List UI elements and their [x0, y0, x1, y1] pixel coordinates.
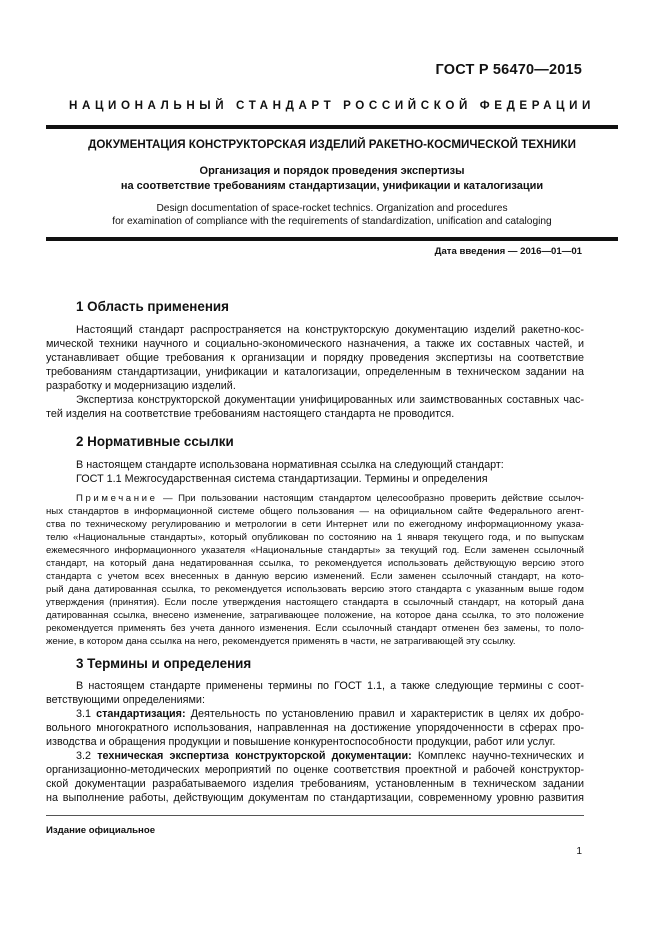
bottom-rule — [46, 237, 618, 241]
term-1-name: стандартизация: — [96, 708, 186, 720]
term-2-first-line: 3.2 техническая экспертиза конструкторской документации: Комплекс научно-технических и — [76, 750, 584, 762]
top-rule — [46, 125, 618, 129]
note-line: ства по техническому регулированию и метрологии в сети Интернет или по ежегодному информационному указа- — [46, 519, 584, 530]
note-line: рый дана датированная ссылка, то рекомендуется использовать версию этого стандарта с указанным выше годом — [46, 584, 584, 595]
note-line: стандарт, на который дана недатированная ссылка, то рекомендуется использовать действующую версию этого — [46, 558, 584, 569]
note-first-line: Примечание — При пользовании настоящим стандартом целесообразно проверить действие ссылоч- — [76, 493, 584, 504]
note-line: стандарта с учетом всех внесенных в данную версию изменений. Если заменен ссылочный стандарт, на кото- — [46, 571, 584, 582]
section-1-line: требованиям стандартизации, унификации и каталогизации, определенным в техническом задании на — [46, 366, 584, 378]
note-line: телю «Национальные стандарты», который опубликован по состоянию на 1 января текущего года, и по выпускам — [46, 532, 584, 543]
edition-label: Издание официальное — [46, 825, 156, 836]
note-line: утверждения (принятия). Если после утверждения настоящего стандарта в ссылочный стандарт, на который дана — [46, 597, 584, 608]
note-line: жение, в котором дана ссылка на него, рекомендуется применять в части, не затрагивающей эту ссылку. — [46, 636, 516, 647]
document-title: ДОКУМЕНТАЦИЯ КОНСТРУКТОРСКАЯ ИЗДЕЛИЙ РАКЕТНО-КОСМИЧЕСКОЙ ТЕХНИКИ — [88, 138, 576, 151]
term-2-name: техническая экспертиза конструкторской документации: — [97, 750, 412, 762]
term-1-first-line: 3.1 стандартизация: Деятельность по установлению правил и характеристик в целях их добро- — [76, 708, 584, 720]
note-line: рекомендуется применять без учета данного изменения. Если ссылочный стандарт отменен без замены, то поло- — [46, 623, 584, 634]
section-1-line: устанавливает общие требования к организации и порядку проведения экспертизы на соответствие — [46, 352, 584, 364]
section-3-heading: 3 Термины и определения — [76, 656, 252, 671]
term-2-line: ской документации разрабатываемого изделия требованиям, установленным в техническом задании — [46, 778, 584, 790]
note-line: ежемесячного информационного указателя «Национальные стандарты» за текущий год. Если заменен ссылочный — [46, 545, 584, 556]
section-3-line: ветствующими определениями: — [46, 694, 205, 706]
standard-code: ГОСТ Р 56470—2015 — [435, 62, 582, 78]
section-2-heading: 2 Нормативные ссылки — [76, 434, 234, 449]
term-2-line: на выполнение работы, действующим документам по стандартизации, современному уровню развития — [46, 792, 584, 804]
section-1-line: разработку и модернизацию изделий. — [46, 380, 236, 392]
footer-rule — [46, 815, 584, 816]
english-title-line-2: for examination of compliance with the requirements of standardization, unification and cataloging — [112, 216, 552, 227]
introduction-date: Дата введения — 2016—01—01 — [434, 246, 582, 257]
section-1-line: тей изделия на соответствие требованиям настоящего стандарта не проводится. — [46, 408, 455, 420]
term-1-line: вольного многократного использования, направленная на достижение упорядоченности в сферах про- — [46, 722, 584, 734]
note-line: ных стандартов в информационной системе общего пользования — на официальном сайте Федерального агент- — [46, 506, 584, 517]
subtitle-line-2: на соответствие требованиям стандартизации, унификации и каталогизации — [120, 180, 544, 192]
section-1-line: Настоящий стандарт распространяется на конструкторскую документацию изделий ракетно-кос- — [76, 324, 584, 336]
page-number: 1 — [576, 846, 582, 857]
note-line: датированная ссылка, внесено изменение, затрагивающее положение, на которое дана ссылка, то это положение — [46, 610, 584, 621]
national-standard-heading: НАЦИОНАЛЬНЫЙ СТАНДАРТ РОССИЙСКОЙ ФЕДЕРАЦИИ — [69, 99, 595, 112]
section-3-line: В настоящем стандарте применены термины по ГОСТ 1.1, а также следующие термины с соот- — [76, 680, 584, 692]
english-title-line-1: Design documentation of space-rocket technics. Organization and procedures — [156, 203, 508, 214]
section-2-line: В настоящем стандарте использована нормативная ссылка на следующий стандарт: — [76, 459, 504, 471]
section-2-line: ГОСТ 1.1 Межгосударственная система стандартизации. Термины и определения — [76, 473, 488, 485]
section-1-line: Экспертиза конструкторской документации унифицированных или заимствованных составных час- — [76, 394, 584, 406]
section-1-line: мической техники научного и социально-экономического назначения, а также их составных частей, и — [46, 338, 584, 350]
term-2-line: организационно-методических мероприятий по оценке соответствия проектной и рабочей конструктор- — [46, 764, 584, 776]
note-label: Примечание — [76, 493, 158, 504]
section-1-heading: 1 Область применения — [76, 299, 229, 314]
subtitle-line-1: Организация и порядок проведения экспертизы — [199, 165, 465, 177]
term-1-line: изводства и обращения продукции и повышение конкурентоспособности продукции, работ или услуг. — [46, 736, 556, 748]
